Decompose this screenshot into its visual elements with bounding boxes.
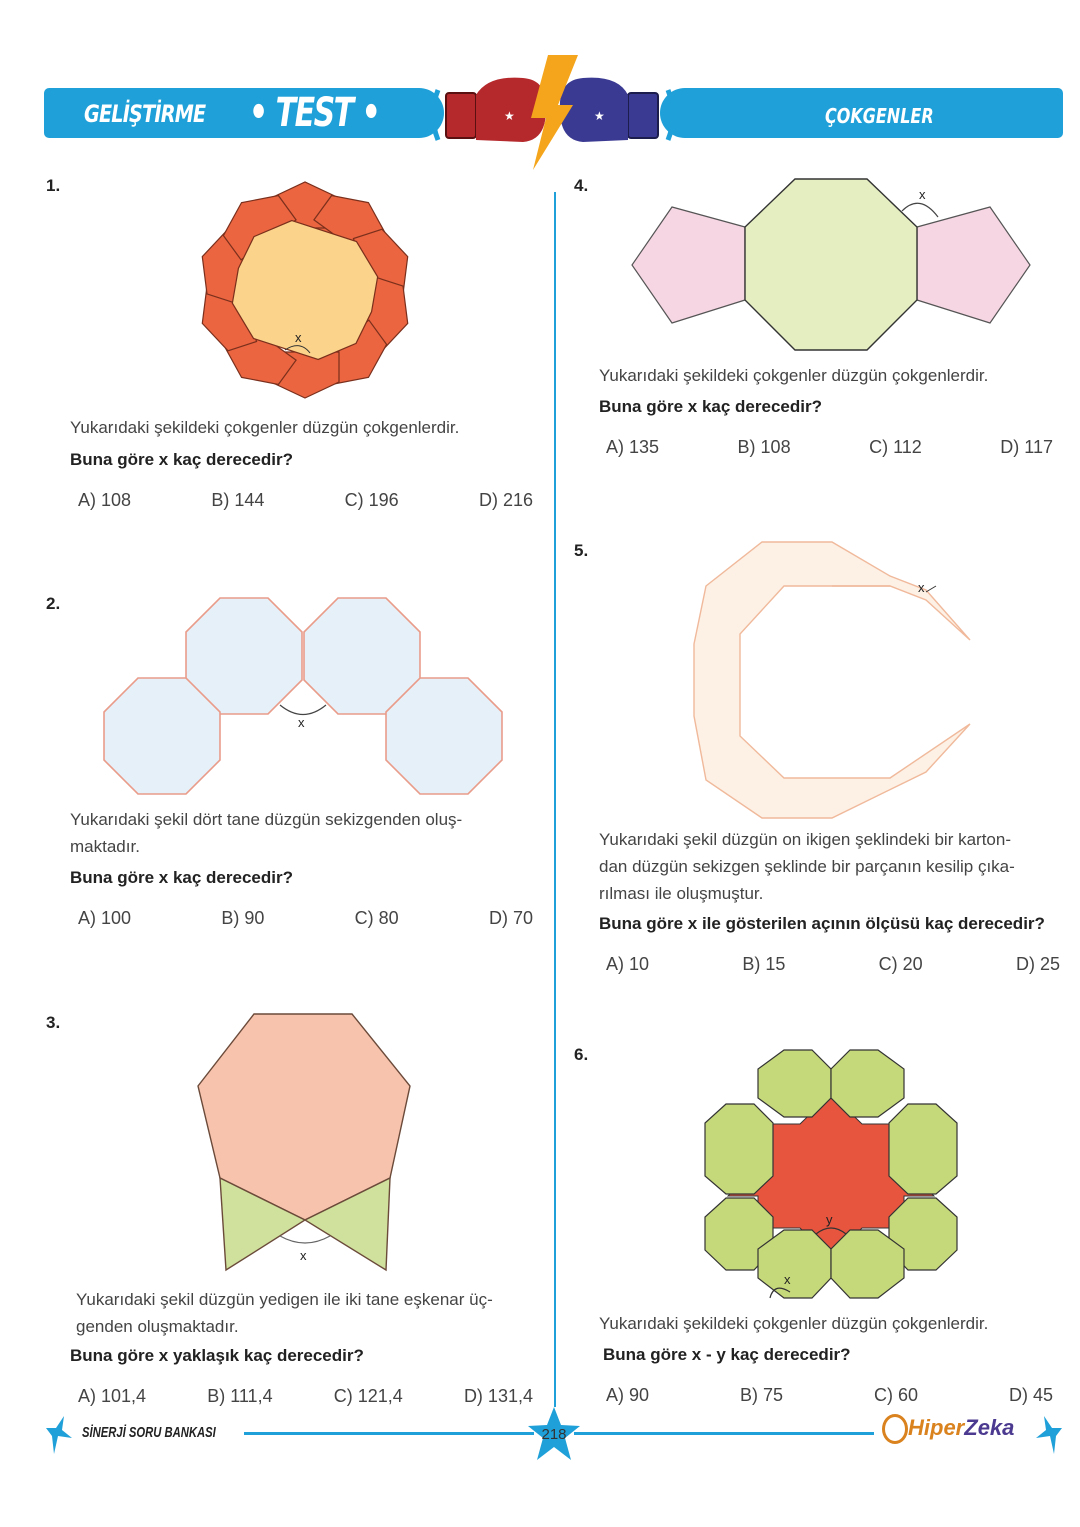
option-b[interactable]: B) 111,4 — [207, 1386, 273, 1406]
option-b[interactable]: B) 108 — [737, 437, 791, 457]
footer-line-left — [244, 1432, 534, 1435]
option-a[interactable]: A) 135 — [606, 437, 660, 457]
header-banner-right — [660, 88, 1063, 138]
question-3-prompt: Buna göre x yaklaşık kaç derecedir? — [70, 1346, 364, 1365]
question-5-number: 5. — [574, 541, 589, 560]
text-line: Yukarıdaki şekil düzgün on ikigen şeklindeki bir karton- — [599, 830, 1012, 849]
option-d[interactable]: D) 216 — [478, 490, 533, 510]
option-b[interactable]: B) 90 — [221, 908, 265, 928]
question-4-text: Yukarıdaki şekildeki çokgenler düzgün çokgenlerdir. — [599, 366, 989, 385]
option-c[interactable]: C) 112 — [869, 437, 922, 457]
angle-x-label: x — [784, 1272, 791, 1287]
question-5-text — [599, 826, 1059, 907]
logo-part1: Hiper — [908, 1414, 965, 1440]
text-line: rılması ile oluşmuştur. — [599, 884, 764, 903]
question-1-number: 1. — [46, 176, 61, 195]
question-1-prompt: Buna göre x kaç derecedir? — [70, 450, 293, 469]
boxing-gloves-lightning-icon — [428, 50, 678, 175]
left-star-icon — [44, 1414, 74, 1456]
angle-x-label: x — [919, 187, 926, 202]
question-3-options — [78, 1386, 533, 1407]
option-b[interactable]: B) 75 — [740, 1385, 784, 1405]
option-a[interactable]: A) 90 — [606, 1385, 650, 1405]
question-3-number: 3. — [46, 1013, 61, 1032]
question-2-prompt: Buna göre x kaç derecedir? — [70, 868, 293, 887]
option-d[interactable]: D) 117 — [1000, 437, 1053, 457]
question-3-figure — [190, 1010, 420, 1280]
question-6-prompt: Buna göre x - y kaç derecedir? — [603, 1345, 851, 1364]
logo-part2: Zeka — [964, 1414, 1015, 1440]
column-divider — [554, 192, 556, 1407]
question-3-text — [76, 1286, 493, 1340]
option-d[interactable]: D) 70 — [488, 908, 533, 928]
question-4-prompt: Buna göre x kaç derecedir? — [599, 397, 822, 416]
option-d[interactable]: D) 131,4 — [463, 1386, 533, 1406]
text-line: genden oluşmaktadır. — [76, 1317, 239, 1336]
page-number: 218 — [541, 1426, 567, 1443]
topic-label: ÇOKGENLER — [825, 104, 934, 128]
question-4-number: 4. — [574, 176, 589, 195]
question-6-options — [606, 1385, 1053, 1406]
option-d[interactable]: D) 25 — [1015, 954, 1060, 974]
footer-line-right — [574, 1432, 874, 1435]
question-6-text: Yukarıdaki şekildeki çokgenler düzgün çokgenlerdir. — [599, 1314, 989, 1333]
option-b[interactable]: B) 15 — [742, 954, 786, 974]
question-2-number: 2. — [46, 594, 61, 613]
question-5-prompt: Buna göre x ile gösterilen açının ölçüsü kaç derecedir? — [599, 914, 1045, 933]
angle-x-label: x — [918, 580, 925, 595]
angle-x-label: x — [300, 1248, 307, 1263]
svg-text:★: ★ — [594, 109, 605, 123]
option-c[interactable]: C) 60 — [874, 1385, 919, 1405]
text-line: dan düzgün sekizgen şeklinde bir parçanın kesilip çıka- — [599, 857, 1015, 876]
option-c[interactable]: C) 196 — [344, 490, 399, 510]
question-2-text — [70, 806, 533, 860]
section-label: GELİŞTİRME — [84, 100, 206, 128]
question-2-figure — [100, 592, 510, 802]
header-banner-left — [44, 88, 444, 182]
question-1-text: Yukarıdaki şekildeki çokgenler düzgün çokgenlerdir. — [70, 418, 460, 437]
option-a[interactable]: A) 108 — [78, 490, 132, 510]
question-6-number: 6. — [574, 1045, 589, 1064]
question-6-figure — [700, 1046, 962, 1304]
option-b[interactable]: B) 144 — [211, 490, 265, 510]
question-4-options — [606, 437, 1053, 458]
angle-x-label: x — [295, 330, 302, 345]
question-4-figure — [625, 175, 1035, 355]
question-1-options — [78, 490, 533, 511]
option-c[interactable]: C) 121,4 — [333, 1386, 403, 1406]
question-2-options — [78, 908, 533, 929]
test-label: • TEST • 09 — [249, 90, 380, 182]
option-c[interactable]: C) 20 — [878, 954, 923, 974]
option-c[interactable]: C) 80 — [354, 908, 399, 928]
svg-text:★: ★ — [504, 109, 515, 123]
text-line: Yukarıdaki şekil dört tane düzgün sekizgenden oluş- — [70, 810, 463, 829]
question-5-figure — [690, 540, 980, 820]
footer-brand: SİNERJİ SORU BANKASI — [82, 1424, 216, 1441]
angle-y-label: y — [826, 1212, 833, 1227]
text-line: Yukarıdaki şekil düzgün yedigen ile iki tane eşkenar üç- — [76, 1290, 493, 1309]
option-a[interactable]: A) 10 — [606, 954, 650, 974]
text-line: maktadır. — [70, 837, 140, 856]
right-star-icon — [1034, 1414, 1064, 1456]
hiperzeka-logo — [882, 1414, 1014, 1444]
option-d[interactable]: D) 45 — [1008, 1385, 1053, 1405]
option-a[interactable]: A) 101,4 — [78, 1386, 147, 1406]
question-1-figure — [190, 175, 420, 405]
question-5-options — [606, 954, 1060, 975]
logo-ring-icon — [882, 1414, 908, 1444]
angle-x-label: x — [298, 715, 305, 730]
option-a[interactable]: A) 100 — [78, 908, 132, 928]
